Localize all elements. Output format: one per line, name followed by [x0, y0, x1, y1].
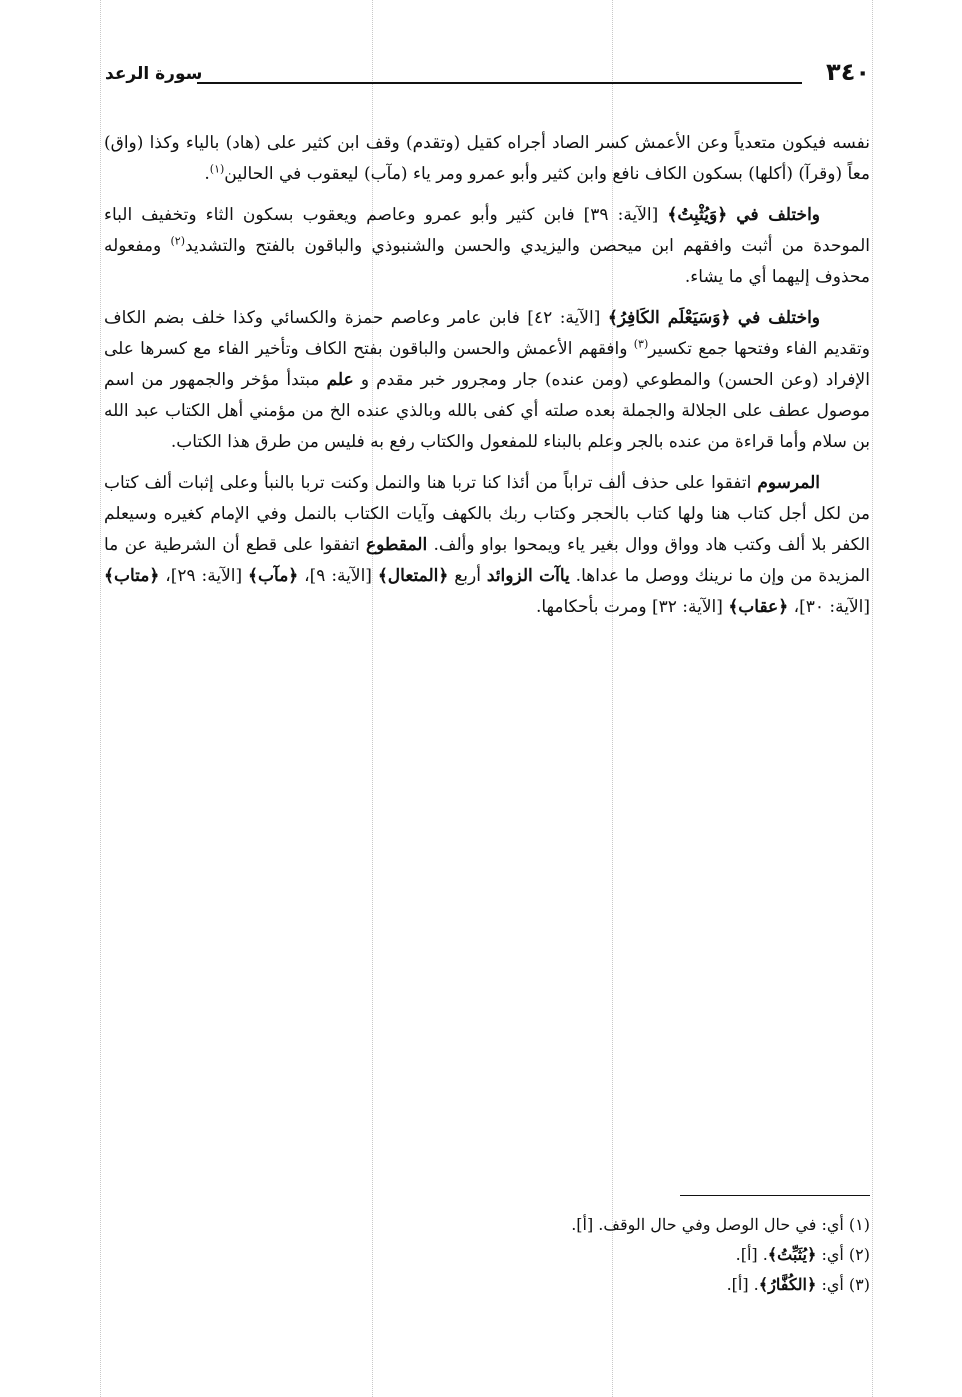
quran-word: ﴿يُثَبِّتُ﴾	[767, 1245, 817, 1264]
footnote-2	[104, 1240, 870, 1270]
scan-guide-line	[100, 0, 101, 1397]
paragraph-p4	[104, 468, 870, 623]
text-run: مبتدأ مؤخر والجمهور من اسم موصول عطف على الجلالة والجملة بعده صلته أي كفى بالله وبالذي عنده الخ من مؤمني أهل الكتاب عبد الله بن سلام وأما قراءة من عنده بالجر وعلم بالبناء للمفعول والكتاب رفع به فليس من طرق هذا الكتاب.	[104, 370, 870, 452]
text-run: (١) أي: في حال الوصل وفي حال الوقف. [أ].	[571, 1215, 870, 1234]
text-run: (٣) أي:	[816, 1275, 870, 1294]
footnote-reference: (٢)	[170, 234, 185, 248]
surah-title: سورة الرعد	[105, 64, 203, 84]
footnote-3	[104, 1270, 870, 1300]
footnotes	[104, 1210, 870, 1300]
text-run: . [أ].	[735, 1245, 768, 1264]
main-text	[104, 128, 870, 633]
text-run: [الآية: ٩]،	[298, 566, 378, 586]
text-run: [الآية: ٤٢] فابن عامر وعاصم حمزة والكسائي وكذا خلف بضم الكاف وتقديم الفاء وفتحها جمع تكسير	[104, 308, 871, 359]
text-run: [الآية: ٣٩] فابن كثير وأبو عمرو وعاصم ويعقوب بسكون الثاء وتخفيف الباء الموحدة من أثبت وافقهم ابن ميحصن واليزيدي والحسن والشنبوذي والباقون بالفتح والتشديد	[104, 205, 870, 256]
keyword-heading: المرسوم	[757, 473, 820, 493]
keyword-heading: واختلف في	[737, 308, 821, 328]
quran-word: ﴿الكُفَّارُ﴾	[758, 1275, 817, 1294]
footnote-1	[104, 1210, 870, 1240]
quran-word: ﴿المتعال﴾	[377, 566, 449, 586]
quran-word: ﴿وَيُثْبِتُ﴾	[667, 205, 728, 225]
scan-guide-line	[872, 0, 873, 1397]
quran-word: ﴿متاب﴾	[104, 566, 160, 586]
text-run	[730, 308, 737, 328]
text-run: .	[204, 164, 210, 184]
text-run: [الآية: ٢٩]،	[159, 566, 249, 586]
text-run: [الآية: ٣٠]،	[788, 597, 870, 617]
header-rule	[197, 82, 802, 84]
keyword-heading: واختلف في	[736, 205, 820, 225]
footnote-reference: (٣)	[633, 337, 649, 351]
text-run: . [أ].	[726, 1275, 759, 1294]
paragraph-p3	[104, 303, 870, 458]
quran-word: ﴿وَسَيَعْلَم الكَافِرُ﴾	[607, 308, 731, 328]
page-number: ٣٤٠	[826, 58, 870, 86]
text-run: اتفقوا على حذف ألف تراباً من أئذا كنا تربا هنا والنمل وكنت تربا بالنبأ وعلى إثبات ألف كتاب من لكل أجل كتاب هنا ولها كتاب بالحجر وكتاب ربك بالكهف وآيات الكتاب بالنمل وفي الإمام كغيره وسيعلم الكفر بلا ألف وكتب هاد وواق ووال بغير ياء ويمحوا بواو وألف.	[104, 473, 870, 555]
paragraph-p2	[104, 200, 870, 293]
quran-word: ﴿عقاب﴾	[728, 597, 789, 617]
quran-word: ﴿مآب﴾	[248, 566, 299, 586]
text-run: أربع	[448, 566, 487, 586]
paragraph-p1	[104, 128, 870, 190]
keyword-heading: علم	[326, 370, 354, 390]
text-run: (٢) أي:	[816, 1245, 870, 1264]
keyword-heading: المقطوع	[365, 535, 428, 555]
text-run: وافقهم الأعمش والحسن والباقون بفتح الكاف وتأخير الفاء مع كسرها على الإفراد (وعن الحسن) والمطوعي (ومن عنده) جار ومجرور خبر مقدم و	[104, 339, 870, 390]
text-run	[727, 205, 736, 225]
page-header	[105, 58, 870, 98]
text-run: [الآية: ٣٢] ومرت بأحكامها.	[535, 597, 729, 617]
footnote-reference: (١)	[209, 162, 225, 176]
keyword-heading: ياآت الزوائد	[486, 566, 570, 586]
footnote-separator	[680, 1195, 870, 1196]
text-run: نفسه فيكون متعدياً وعن الأعمش كسر الصاد أجراه كقيل (وتقدم) وقف ابن كثير على (هاد) بالياء وكذا (واق) معاً (وقرآ) (أكلها) بسكون الكاف نافع وابن كثير وأبو عمرو ومر ياء (مآب) ليعقوب في الحالين	[104, 133, 870, 184]
text-run: اتفقوا على قطع أن الشرطية عن ما المزيدة من وإن ما نرينك ووصل ما عداها.	[104, 535, 870, 586]
text-run: ومفعوله محذوف إليهما أي ما يشاء.	[104, 236, 870, 287]
